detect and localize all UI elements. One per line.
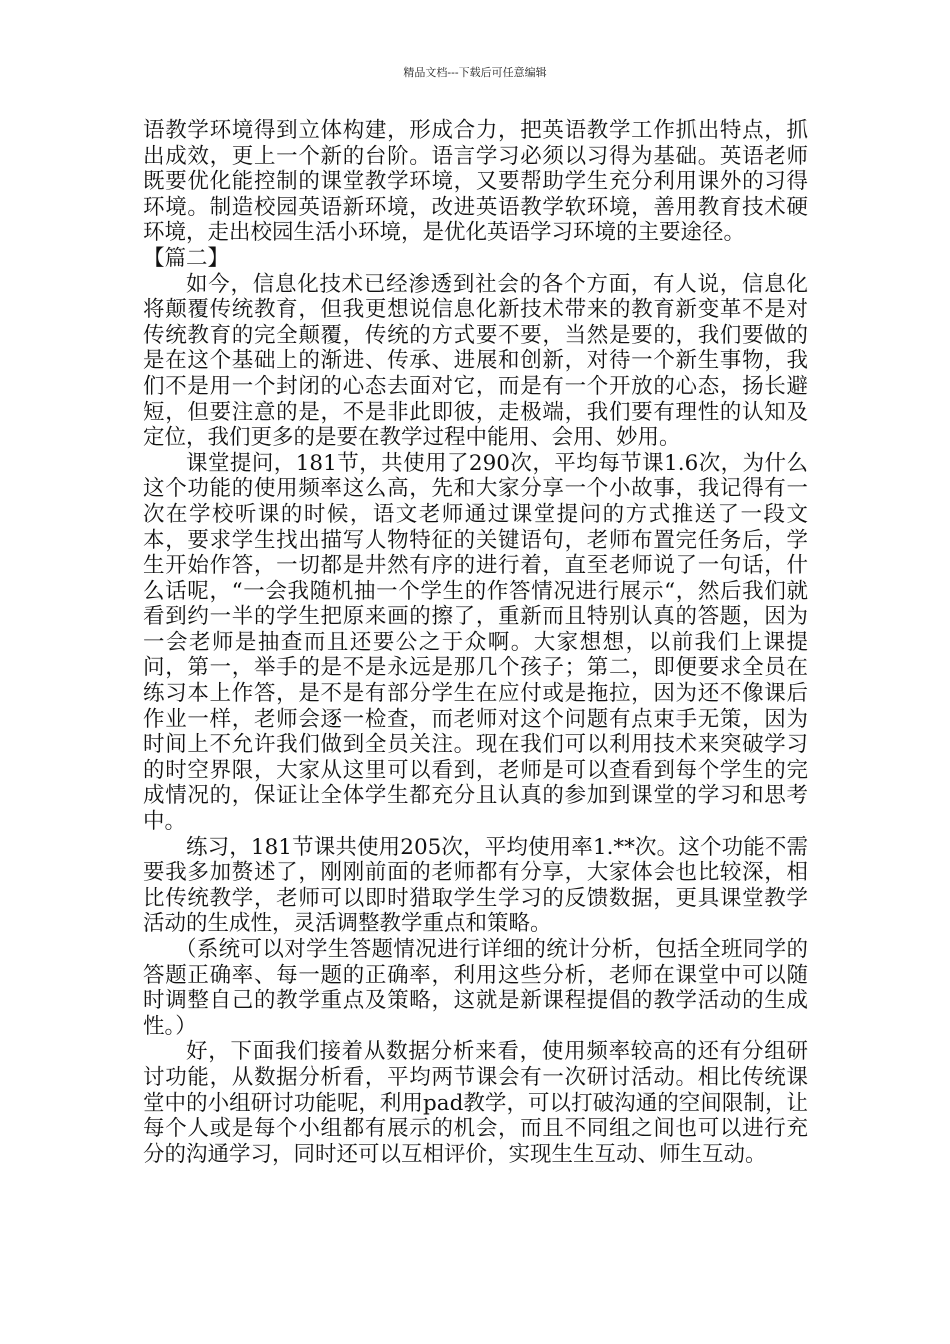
paragraph: 如今，信息化技术已经渗透到社会的各个方面，有人说，信息化将颠覆传统教育，但我更想说信息化新技术带来的教育新变革不是对传统教育的完全颠覆，传统的方式要不要，当然是要的，我们要做的是在这个基础上的渐进、传承、进展和创新，对待一个新生事物，我们不是用一个封闭的心态去面对它，而是有一个开放的心态，扬长避短，但要注意的是，不是非此即彼，走极端，我们要有理性的认知及定位，我们更多的是要在教学过程中能用、会用、妙用。 bbox=[143, 271, 808, 451]
paragraph: 好，下面我们接着从数据分析来看，使用频率较高的还有分组研讨功能，从数据分析看，平均两节课会有一次研讨活动。相比传统课堂中的小组研讨功能呢，利用pad教学，可以打破沟通的空间限制，让每个人或是每个小组都有展示的机会，而且不同组之间也可以进行充分的沟通学习，同时还可以互相评价，实现生生互动、师生互动。 bbox=[143, 1039, 808, 1167]
section-heading: 【篇二】 bbox=[143, 245, 230, 271]
paragraph: 练习，181节课共使用205次，平均使用率1.**次。这个功能不需要我多加赘述了，刚刚前面的老师都有分享，大家体会也比较深，相比传统教学，老师可以即时猎取学生学习的反馈数据，更具课堂教学活动的生成性，灵活调整教学重点和策略。 bbox=[143, 834, 808, 937]
paragraph: 课堂提问，181节，共使用了290次，平均每节课1.6次，为什么这个功能的使用频率这么高，先和大家分享一个小故事，我记得有一次在学校听课的时候，语文老师通过课堂提问的方式推送了一段文本，要求学生找出描写人物特征的关键语句，老师布置完任务后，学生开始作答，一切都是井然有序的进行着，直至老师说了一句话，什么话呢，“一会我随机抽一个学生的作答情况进行展示“，然后我们就看到约一半的学生把原来画的擦了，重新而且特别认真的答题，因为一会老师是抽查而且还要公之于众啊。大家想想，以前我们上课提问，第一，举手的是不是永远是那几个孩子；第二，即便要求全员在练习本上作答，是不是有部分学生在应付或是拖拉，因为还不像课后作业一样，老师会逐一检查，而老师对这个问题有点束手无策，因为时间上不允许我们做到全员关注。现在我们可以利用技术来突破学习的时空界限，大家从这里可以看到，老师是可以查看到每个学生的完成情况的，保证让全体学生都充分且认真的参加到课堂的学习和思考中。 bbox=[143, 450, 808, 835]
document-body bbox=[143, 118, 808, 1167]
paragraph-continuation: 语教学环境得到立体构建，形成合力，把英语教学工作抓出特点，抓出成效，更上一个新的台阶。语言学习必须以习得为基础。英语老师既要优化能控制的课堂教学环境，又要帮助学生充分利用课外的习得环境。制造校园英语新环境，改进英语教学软环境，善用教育技术硬环境，走出校园生活小环境，是优化英语学习环境的主要途径。 bbox=[143, 118, 808, 246]
paragraph-parenthetical: （系统可以对学生答题情况进行详细的统计分析，包括全班同学的答题正确率、每一题的正确率，利用这些分析，老师在课堂中可以随时调整自己的教学重点及策略，这就是新课程提倡的教学活动的生成性。） bbox=[143, 937, 808, 1039]
page-header: 精品文档---下载后可任意编辑 bbox=[403, 66, 547, 79]
